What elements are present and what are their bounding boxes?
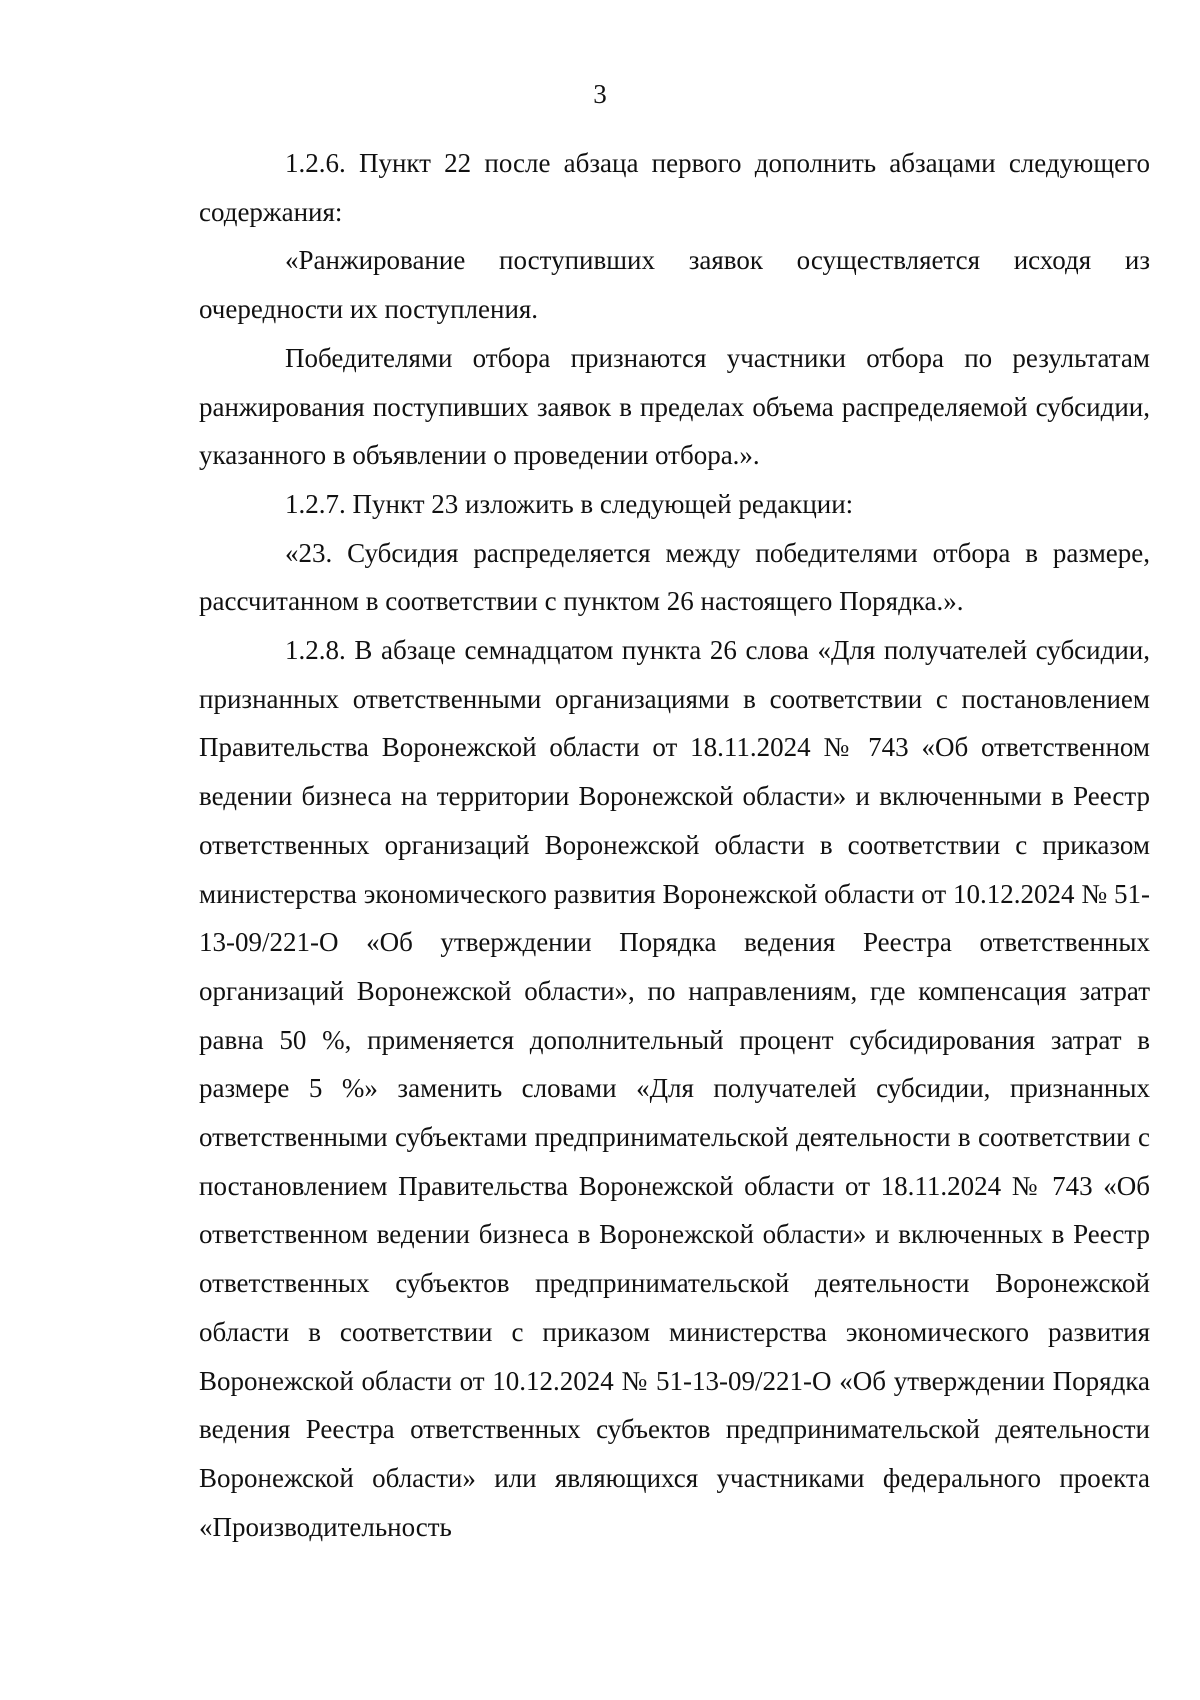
page-number: 3 [593,79,607,109]
paragraph-1-2-7: 1.2.7. Пункт 23 изложить в следующей редакции: [285,488,854,519]
paragraph-1-2-8: 1.2.8. В абзаце семнадцатом пункта 26 слова «Для получателей субсидии, признанных ответственными организациями в соответствии с постановлением Правительства Воронежской области от 18.11.2024 № 743 «Об ответственном ведении бизнеса на территории Воронежской области» и включенными в Реестр ответственных организаций Воронежской области в соответствии с приказом министерства экономического развития Воронежской области от 10.12.2024 № 51-13-09/221-О «Об утверждении Порядка ведения Реестра ответственных организаций Воронежской области», по направлениям, где компенсация затрат равна 50 %, применяется дополнительный процент субсидирования затрат в размере 5 %» заменить словами «Для получателей субсидии, признанных ответственными субъектами предпринимательской деятельности в соответствии с постановлением Правительства Воронежской области от 18.11.2024 № 743 «Об ответственном ведении бизнеса в Воронежской области» и включенных в Реестр ответственных субъектов предпринимательской деятельности Воронежской области в соответствии с приказом министерства экономического развития Воронежской области от 10.12.2024 № 51-13-09/221-О «Об утверждении Порядка ведения Реестра ответственных субъектов предпринимательской деятельности Воронежской области» или являющихся участниками федерального проекта «Производительность [199,635,1150,1542]
paragraph-winners: Победителями отбора признаются участники отбора по результатам ранжирования поступивших заявок в пределах объема распределяемой субсидии, указанного в объявлении о проведении отбора.». [199,342,1150,471]
paragraph-item-23: «23. Субсидия распределяется между победителями отбора в размере, рассчитанном в соответствии с пунктом 26 настоящего Порядка.». [199,537,1150,617]
document-body [199,139,1150,1551]
paragraph-ranking: «Ранжирование поступивших заявок осуществляется исходя из очередности их поступления. [199,245,1150,325]
paragraph-1-2-6: 1.2.6. Пункт 22 после абзаца первого дополнить абзацами следующего содержания: [199,148,1150,227]
